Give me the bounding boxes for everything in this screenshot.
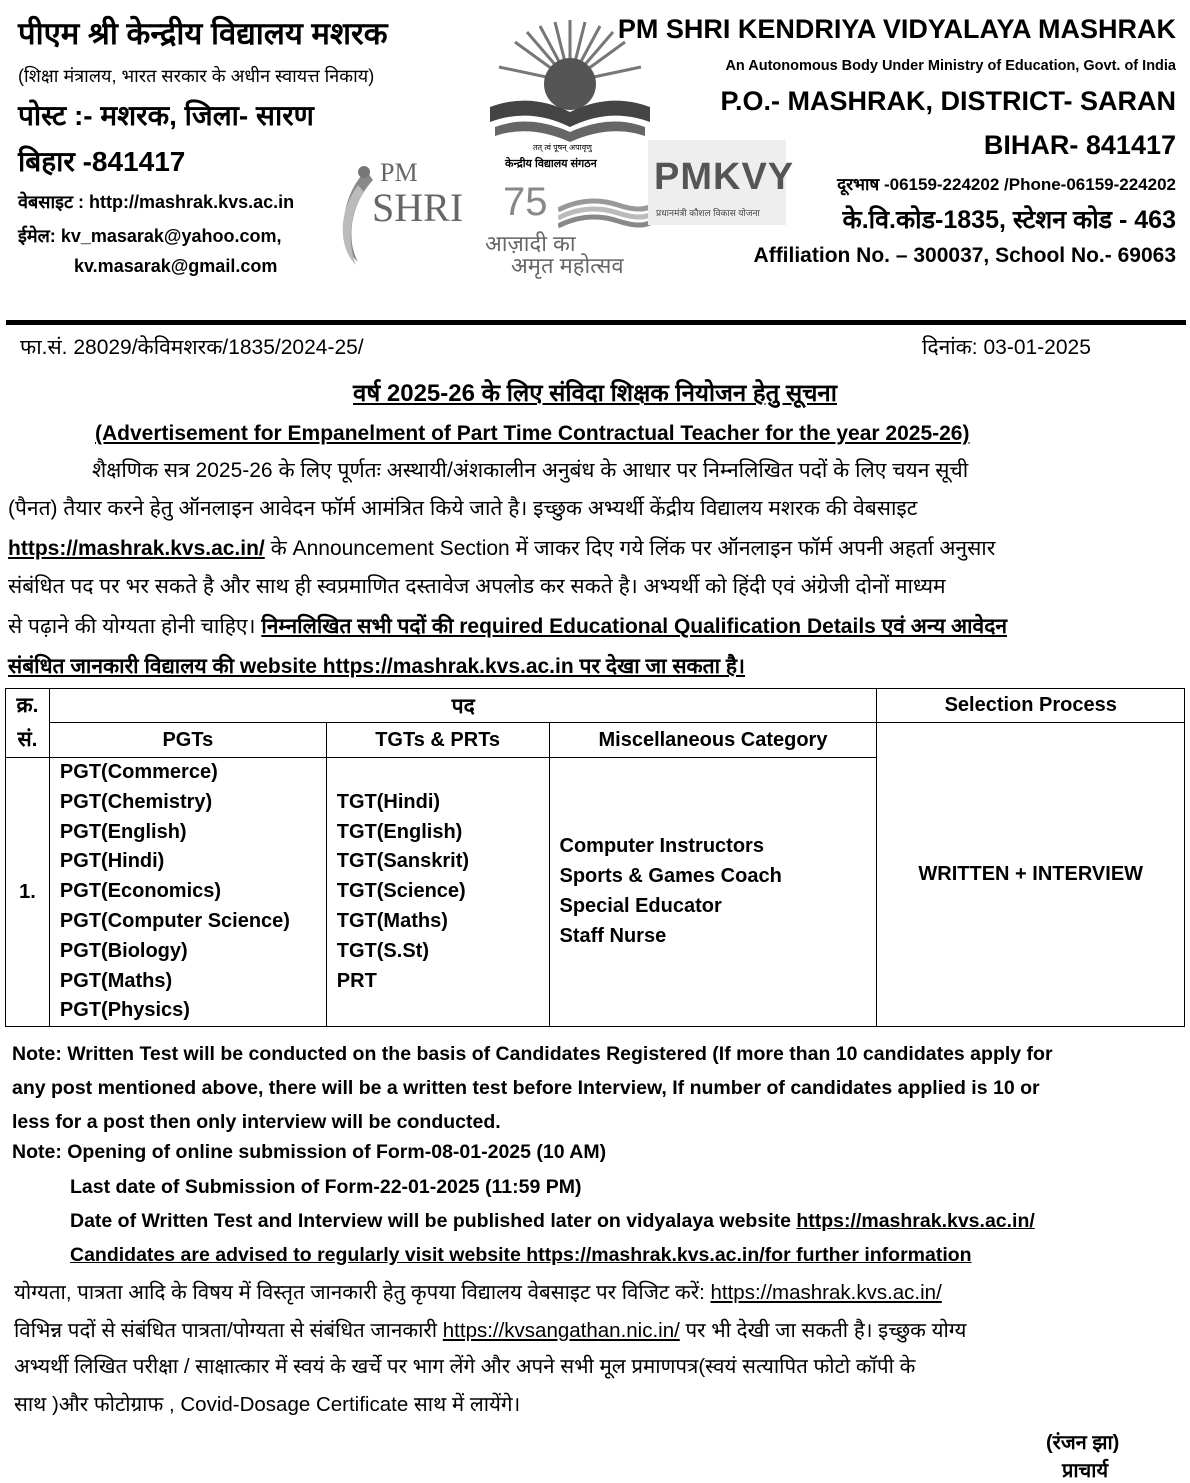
note-1-line-2: any post mentioned above, there will be a written test before Interview, If number of candidates applied is 10 or	[12, 1077, 1040, 1099]
autonomous-body: An Autonomous Body Under Ministry of Education, Govt. of India	[725, 58, 1176, 74]
list-item: PRT	[336, 969, 377, 992]
file-number: फा.सं. 28029/केविमशरक/1835/2024-25/	[20, 336, 364, 359]
para-line-6: संबंधित जानकारी विद्यालय की website https://mashrak.kvs.ac.in पर देखा जा सकता है।	[8, 655, 746, 678]
footer-website-link[interactable]: https://mashrak.kvs.ac.in/	[710, 1281, 942, 1304]
post-address-hindi: पोस्ट :- मशरक, जिला- सारण	[18, 100, 314, 131]
pm-shri-text-2: SHRI	[372, 185, 464, 230]
footer-line-1	[14, 1278, 942, 1306]
list-item: PGT(Maths)	[59, 969, 173, 992]
phone-line: दूरभाष -06159-224202 /Phone-06159-224202	[837, 175, 1176, 194]
pmkvy-text: PMKVY	[654, 156, 795, 198]
po-district: P.O.- MASHRAK, DISTRICT- SARAN	[720, 86, 1176, 116]
tgt-prt-list	[326, 758, 549, 1027]
note-2-line-2: Last date of Submission of Form-22-01-2025 (11:59 PM)	[70, 1176, 582, 1198]
selection-process-value: WRITTEN + INTERVIEW	[877, 723, 1185, 1027]
note-1-line-1: Note: Written Test will be conducted on the basis of Candidates Registered (If more than 10 candidates apply for	[12, 1043, 1053, 1065]
para-line-1: शैक्षणिक सत्र 2025-26 के लिए पूर्णतः अस्थायी/अंशकालीन अनुबंध के आधार पर निम्नलिखित पदों के लिए चयन सूची	[92, 459, 969, 482]
azadi-75: 75	[503, 180, 548, 224]
email-link-2[interactable]: kv.masarak@gmail.com	[74, 256, 278, 276]
state-pin-hindi: बिहार -841417	[18, 146, 186, 177]
pmkvy-caption: प्रधानमंत्री कौशल विकास योजना	[656, 208, 760, 218]
email-label: ईमेल:	[18, 226, 56, 246]
post-header: पद	[49, 689, 877, 723]
note-2-line-4: Candidates are advised to regularly visit website https://mashrak.kvs.ac.in/for further information	[70, 1244, 972, 1266]
note-2-line-1: Note: Opening of online submission of Form-08-01-2025 (10 AM)	[12, 1141, 607, 1163]
list-item: PGT(Biology)	[59, 939, 188, 962]
azadi-text-2: अमृत महोत्सव	[511, 253, 624, 278]
list-item: TGT(Maths)	[336, 909, 448, 932]
footer-line-2-text-a: विभिन्न पदों से संबंधित पात्रता/पोग्यता से संबंधित जानकारी	[14, 1319, 443, 1342]
list-item: Special Educator	[559, 895, 722, 918]
sno-header-line-1: क्र.	[16, 694, 39, 717]
affiliation-line: Affiliation No. – 300037, School No.- 69063	[753, 244, 1176, 267]
azadi-text-1: आज़ादी का	[485, 231, 576, 256]
email-link-1[interactable]: kv_masarak@yahoo.com,	[60, 226, 282, 246]
para-line-3-text: के Announcement Section में जाकर दिए गये लिंक पर ऑनलाइन फॉर्म अपनी अहर्ता अनुसार	[264, 537, 996, 560]
list-item: Sports & Games Coach	[559, 865, 782, 888]
footer-line-2-text-b: पर भी देखी जा सकती है। इच्छुक योग्य	[679, 1319, 967, 1342]
para-line-5-text: से पढ़ाने की योग्यता होनी चाहिए।	[8, 615, 262, 638]
note-1-line-3: less for a post then only interview will be conducted.	[12, 1111, 501, 1133]
ministry-hindi: (शिक्षा मंत्रालय, भारत सरकार के अधीन स्वायत्त निकाय)	[18, 66, 375, 86]
website-link[interactable]: http://mashrak.kvs.ac.in	[89, 192, 295, 212]
principal-name: (रंजन झा)	[1046, 1432, 1120, 1454]
list-item: TGT(English)	[336, 820, 463, 843]
posts-table	[5, 688, 1185, 1027]
pgt-column-header: PGTs	[49, 723, 326, 758]
list-item: TGT(Hindi)	[336, 790, 441, 813]
sno-value: 1.	[6, 758, 50, 1027]
misc-column-header: Miscellaneous Category	[549, 723, 877, 758]
notice-title-english: (Advertisement for Empanelment of Part Time Contractual Teacher for the year 2025-26)	[95, 422, 970, 445]
kv-station-code: के.वि.कोड-1835, स्टेशन कोड - 463	[842, 206, 1176, 234]
note-2-line-3	[70, 1210, 1035, 1233]
pm-shri-text-1: PM	[380, 158, 418, 187]
footer-line-2	[14, 1316, 966, 1344]
flag-wave-icon	[558, 190, 658, 230]
kv-website-link[interactable]: https://mashrak.kvs.ac.in/	[8, 537, 265, 560]
notice-date: दिनांक: 03-01-2025	[922, 336, 1091, 359]
website-label: वेबसाइट :	[18, 192, 85, 212]
azadi-ka-amrit-mahotsav-logo	[483, 180, 663, 278]
sno-header-line-2: सं.	[17, 728, 38, 751]
misc-list	[549, 758, 877, 1027]
note-2-line-3-text: Date of Written Test and Interview will be published later on vidyalaya website	[70, 1210, 797, 1232]
para-line-5-bold: निम्नलिखित सभी पदों की required Educational Qualification Details एवं अन्य आवेदन	[261, 615, 1007, 638]
list-item: Computer Instructors	[559, 835, 764, 858]
kvsangathan-link[interactable]: https://kvsangathan.nic.in/	[442, 1319, 680, 1342]
note-website-link[interactable]: https://mashrak.kvs.ac.in/	[796, 1210, 1035, 1232]
list-item: PGT(Chemistry)	[59, 790, 213, 813]
header-divider	[6, 320, 1186, 325]
pgt-list	[49, 758, 326, 1027]
state-pin: BIHAR- 841417	[983, 130, 1176, 160]
kvs-motto: तत् त्वं पूषन् अपावृणु	[533, 143, 592, 152]
footer-line-4: साथ )और फोटोग्राफ , Covid-Dosage Certificate साथ में लायेंगे।	[14, 1393, 521, 1416]
principal-designation: प्राचार्य	[1062, 1460, 1109, 1482]
email-line	[18, 224, 282, 248]
para-line-3	[8, 534, 995, 562]
para-line-5	[8, 612, 1007, 640]
list-item: PGT(English)	[59, 820, 187, 843]
kvs-caption: केन्द्रीय विद्यालय संगठन	[505, 158, 597, 170]
list-item: Staff Nurse	[559, 924, 667, 947]
para-line-4: संबंधित पद पर भर सकते है और साथ ही स्वप्रमाणित दस्तावेज अपलोड कर सकते है। अभ्यर्थी को हिंदी एवं अंग्रेजी दोनों माध्यम	[8, 575, 946, 598]
list-item: PGT(Economics)	[59, 880, 222, 903]
school-name-english: PM SHRI KENDRIYA VIDYALAYA MASHRAK	[617, 14, 1176, 44]
para-line-2: (पैनत) तैयार करने हेतु ऑनलाइन आवेदन फॉर्म आमंत्रित किये जाते है। इच्छुक अभ्यर्थी केंद्रीय विद्यालय मशरक की वेबसाइट	[8, 497, 918, 520]
list-item: PGT(Hindi)	[59, 850, 165, 873]
list-item: TGT(Science)	[336, 880, 466, 903]
sno-header	[6, 689, 50, 758]
list-item: PGT(Physics)	[59, 999, 190, 1022]
website-line	[18, 190, 294, 214]
footer-line-1-text: योग्यता, पात्रता आदि के विषय में विस्तृत जानकारी हेतु कृपया विद्यालय वेबसाइट पर विजिट करें:	[14, 1281, 711, 1304]
list-item: TGT(S.St)	[336, 939, 429, 962]
school-name-hindi: पीएम श्री केन्द्रीय विद्यालय मशरक	[18, 16, 388, 51]
list-item: PGT(Commerce)	[59, 761, 218, 783]
selection-process-header: Selection Process	[877, 689, 1185, 723]
notice-title-hindi: वर्ष 2025-26 के लिए संविदा शिक्षक नियोजन हेतु सूचना	[353, 380, 837, 407]
pmkvy-logo	[648, 140, 795, 225]
list-item: TGT(Sanskrit)	[336, 850, 470, 873]
footer-line-3: अभ्यर्थी लिखित परीक्षा / साक्षात्कार में स्वयं के खर्चे पर भाग लेंगे और अपने सभी मूल प्रमाणपत्र(स्वयं सत्यापित फोटो कॉपी के	[14, 1355, 916, 1378]
list-item: PGT(Computer Science)	[59, 909, 290, 932]
pm-shri-logo	[328, 150, 468, 275]
tgt-prt-column-header: TGTs & PRTs	[326, 723, 549, 758]
